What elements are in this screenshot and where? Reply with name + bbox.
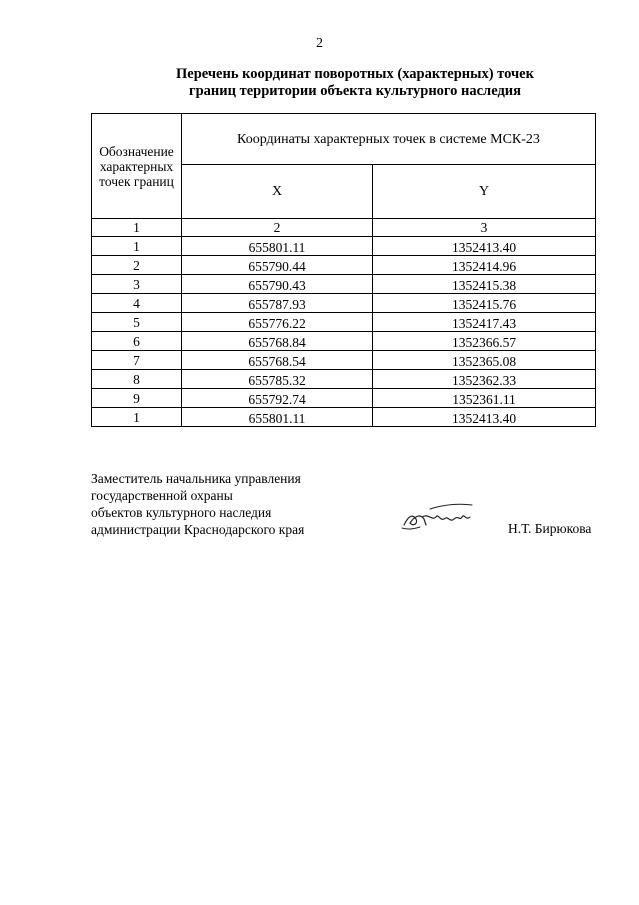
x-coordinate: 655801.11	[182, 408, 373, 427]
index-cell: 1	[92, 219, 182, 237]
title-line-2: границ территории объекта культурного наследия	[189, 83, 521, 99]
y-coordinate: 1352413.40	[373, 237, 596, 256]
index-cell: 2	[182, 219, 373, 237]
header-designation-line: характерных	[99, 158, 174, 174]
x-coordinate: 655768.54	[182, 351, 373, 370]
point-number: 2	[92, 256, 182, 275]
y-coordinate: 1352415.38	[373, 275, 596, 294]
point-number: 7	[92, 351, 182, 370]
x-coordinate: 655790.43	[182, 275, 373, 294]
y-coordinate: 1352413.40	[373, 408, 596, 427]
table-row	[92, 332, 596, 351]
point-number: 5	[92, 313, 182, 332]
x-coordinate: 655792.74	[182, 389, 373, 408]
table-row	[92, 313, 596, 332]
header-y: Y	[373, 165, 596, 219]
signatory-position	[91, 470, 304, 538]
point-number: 8	[92, 370, 182, 389]
point-number: 1	[92, 408, 182, 427]
header-designation-line: Обозначение	[99, 143, 174, 159]
position-line: государственной охраны	[91, 488, 233, 503]
header-x: X	[182, 165, 373, 219]
table-row	[92, 408, 596, 427]
position-line: Заместитель начальника управления	[91, 471, 301, 486]
point-number: 9	[92, 389, 182, 408]
handwritten-signature	[400, 499, 478, 538]
point-number: 6	[92, 332, 182, 351]
index-row	[92, 219, 596, 237]
coordinates-table	[91, 113, 596, 427]
y-coordinate: 1352361.11	[373, 389, 596, 408]
table-row	[92, 294, 596, 313]
position-line: объектов культурного наследия	[91, 505, 272, 520]
signer-name: Н.Т. Бирюкова	[508, 521, 592, 536]
y-coordinate: 1352414.96	[373, 256, 596, 275]
y-coordinate: 1352365.08	[373, 351, 596, 370]
table-row	[92, 370, 596, 389]
x-coordinate: 655790.44	[182, 256, 373, 275]
document-title	[100, 66, 610, 100]
y-coordinate: 1352417.43	[373, 313, 596, 332]
title-line-1: Перечень координат поворотных (характерных) точек	[176, 66, 534, 82]
point-number: 3	[92, 275, 182, 294]
table-row	[92, 256, 596, 275]
point-number: 1	[92, 237, 182, 256]
x-coordinate: 655801.11	[182, 237, 373, 256]
header-designation	[92, 114, 182, 219]
x-coordinate: 655787.93	[182, 294, 373, 313]
index-cell: 3	[373, 219, 596, 237]
position-line: администрации Краснодарского края	[91, 522, 305, 537]
table-row	[92, 237, 596, 256]
page-number: 2	[316, 36, 323, 51]
x-coordinate: 655768.84	[182, 332, 373, 351]
header-coordinates: Координаты характерных точек в системе МСК-23	[182, 114, 596, 165]
table-row	[92, 275, 596, 294]
x-coordinate: 655776.22	[182, 313, 373, 332]
y-coordinate: 1352366.57	[373, 332, 596, 351]
point-number: 4	[92, 294, 182, 313]
table-row	[92, 351, 596, 370]
header-designation-line: точек границ	[99, 173, 174, 189]
y-coordinate: 1352362.33	[373, 370, 596, 389]
table-row	[92, 389, 596, 408]
x-coordinate: 655785.32	[182, 370, 373, 389]
y-coordinate: 1352415.76	[373, 294, 596, 313]
